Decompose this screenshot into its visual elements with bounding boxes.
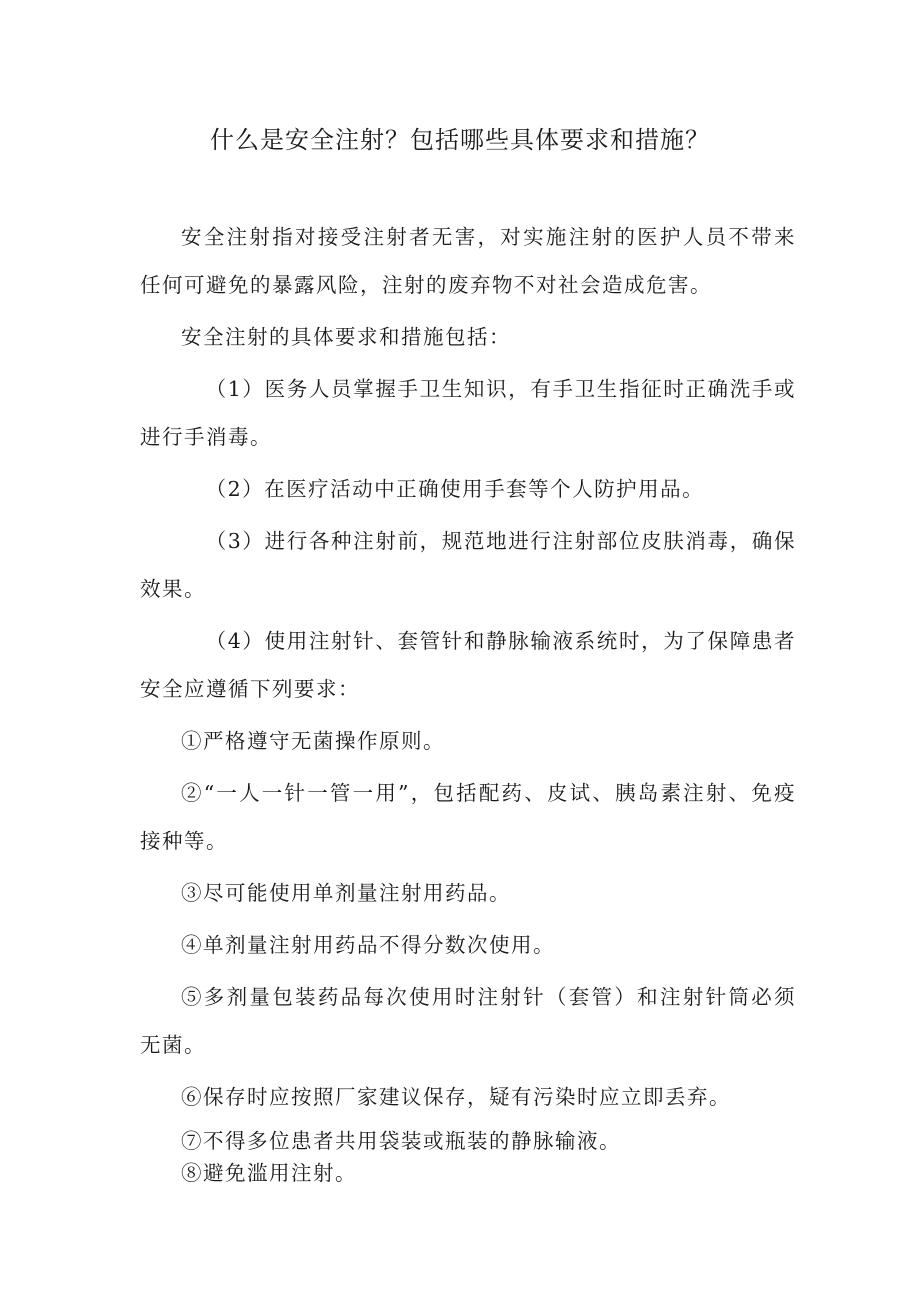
sub-item-8: ⑧避免滥用注射。 xyxy=(181,1161,357,1185)
list-item-3: （3）进行各种注射前，规范地进行注射部位皮肤消毒，确保效果。 xyxy=(140,529,796,601)
document-body xyxy=(140,213,796,1189)
sub-item-7: ⑦不得多位患者共用袋装或瓶装的静脉输液。 xyxy=(181,1129,621,1153)
sub-item-6: ⑥保存时应按照厂家建议保存，疑有污染时应立即丢弃。 xyxy=(181,1085,731,1109)
sub-item-2: ②“一人一针一管一用”，包括配药、皮试、胰岛素注射、免疫接种等。 xyxy=(140,781,796,853)
sub-item-4: ④单剂量注射用药品不得分数次使用。 xyxy=(181,933,555,957)
list-item-2: （2）在医疗活动中正确使用手套等个人防护用品。 xyxy=(205,477,705,501)
paragraph-intro: 安全注射的具体要求和措施包括： xyxy=(181,325,511,349)
paragraph-definition: 安全注射指对接受注射者无害，对实施注射的医护人员不带来任何可避免的暴露风险，注射的废弃物不对社会造成危害。 xyxy=(140,225,796,297)
list-item-1: （1）医务人员掌握手卫生知识，有手卫生指征时正确洗手或进行手消毒。 xyxy=(140,377,796,449)
sub-item-1: ①严格遵守无菌操作原则。 xyxy=(181,729,445,753)
list-item-4: （4）使用注射针、套管针和静脉输液系统时，为了保障患者安全应遵循下列要求： xyxy=(140,629,796,701)
document-title: 什么是安全注射？包括哪些具体要求和措施？ xyxy=(210,126,710,154)
sub-item-3: ③尽可能使用单剂量注射用药品。 xyxy=(181,881,511,905)
sub-item-5: ⑤多剂量包装药品每次使用时注射针（套管）和注射针筒必须无菌。 xyxy=(140,985,796,1057)
